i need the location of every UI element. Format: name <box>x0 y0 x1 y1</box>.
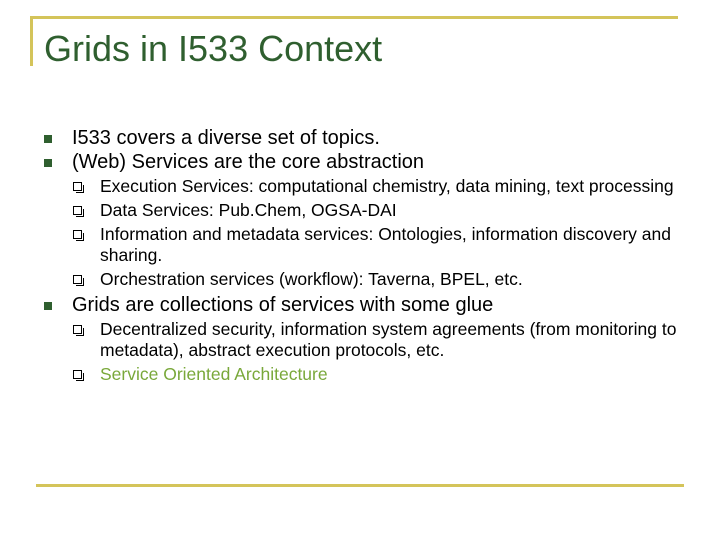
box-bullet-icon <box>73 182 82 191</box>
bullet-3 <box>44 293 684 317</box>
bullet-2-sub-2 <box>44 200 684 221</box>
bullet-2-sub-3 <box>44 224 684 266</box>
bullet-1-text: I533 covers a diverse set of topics. <box>72 127 380 149</box>
bullet-2-sub-4 <box>44 269 684 290</box>
square-bullet-icon <box>44 135 52 143</box>
bullet-2-sub-4-text: Orchestration services (workflow): Taverna, BPEL, etc. <box>100 269 523 289</box>
bullet-2-sub-3-text: Information and metadata services: Ontologies, information discovery and sharing. <box>100 224 671 265</box>
bottom-frame-line <box>36 484 684 487</box>
box-bullet-icon <box>73 370 82 379</box>
box-bullet-icon <box>73 275 82 284</box>
bullet-2-sub-2-text: Data Services: Pub.Chem, OGSA-DAI <box>100 200 397 220</box>
box-bullet-icon <box>73 325 82 334</box>
bullet-2-sub-1-text: Execution Services: computational chemistry, data mining, text processing <box>100 176 674 196</box>
bullet-2-sub-1 <box>44 176 684 197</box>
bullet-2-text: (Web) Services are the core abstraction <box>72 151 425 173</box>
top-frame-line <box>30 16 678 19</box>
bullet-3-text: Grids are collections of services with some glue <box>72 294 494 316</box>
bullet-3-sub-1-text: Decentralized security, information system agreements (from monitoring to metadata), abstract execution protocols, etc. <box>100 319 677 360</box>
soa-link[interactable]: Service Oriented Architecture <box>100 364 328 384</box>
box-bullet-icon <box>73 230 82 239</box>
left-frame-line <box>30 16 33 66</box>
square-bullet-icon <box>44 302 52 310</box>
square-bullet-icon <box>44 159 52 167</box>
bullet-2 <box>44 150 684 174</box>
slide-content <box>44 126 684 388</box>
bullet-3-sub-1 <box>44 319 684 361</box>
bullet-1 <box>44 126 684 150</box>
box-bullet-icon <box>73 206 82 215</box>
bullet-3-sub-2 <box>44 364 684 385</box>
slide-title: Grids in I533 Context <box>44 28 383 69</box>
